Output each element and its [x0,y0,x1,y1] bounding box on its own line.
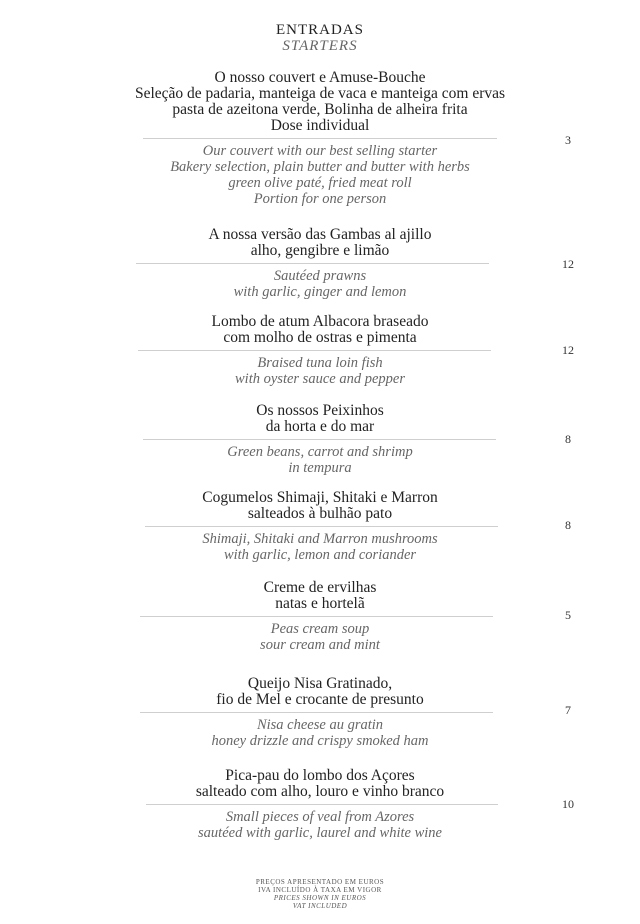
item-name: O nosso couvert e Amuse-Bouche [214,69,426,86]
item-name-en: Braised tuna loin fish [257,355,383,371]
menu-item [0,490,640,563]
item-detail-en: sour cream and mint [260,637,380,653]
item-detail: com molho de ostras e pimenta [223,329,417,346]
item-detail-en: with garlic, lemon and coriander [223,547,417,563]
item-price: 8 [565,518,571,532]
section-title: ENTRADAS [275,22,364,38]
menu-item [0,70,640,207]
item-detail: pasta de azeitona verde, Bolinha de alheira frita [172,101,468,118]
notice-line-en: PRICES SHOWN IN EUROS [273,894,367,902]
item-name-en: Nisa cheese au gratin [256,717,384,733]
item-price: 8 [565,432,571,446]
item-detail: salteados à bulhão pato [247,505,393,522]
item-detail-en: green olive paté, fried meat roll [228,175,412,191]
item-price: 7 [565,703,571,717]
divider [140,616,493,617]
item-name-en: Green beans, carrot and shrimp [227,444,413,460]
section-title-english: STARTERS [282,38,358,54]
notice-line: IVA INCLUÍDO À TAXA EM VIGOR [258,886,382,894]
item-detail-en: with oyster sauce and pepper [235,371,405,387]
item-name: Cogumelos Shimaji, Shitaki e Marron [202,489,438,506]
item-detail: Seleção de padaria, manteiga de vaca e manteiga com ervas [134,85,506,102]
item-detail: salteado com alho, louro e vinho branco [195,783,445,800]
item-name: Lombo de atum Albacora braseado [211,313,429,330]
item-name: A nossa versão das Gambas al ajillo [208,226,432,243]
item-detail-en: honey drizzle and crispy smoked ham [211,733,429,749]
notice-line-en: VAT INCLUDED [292,902,348,910]
item-description-en [0,143,640,207]
item-name: Creme de ervilhas [263,579,377,596]
item-detail: fio de Mel e crocante de presunto [216,691,424,708]
notice-line: PREÇOS APRESENTADO EM EUROS [255,878,385,886]
menu-item [0,580,640,653]
item-name: Os nossos Peixinhos [256,402,384,419]
item-price: 5 [565,608,571,622]
item-price: 12 [562,257,574,271]
divider [143,439,496,440]
item-detail-en: Portion for one person [253,191,387,207]
item-name-en: Sautéed prawns [273,268,367,284]
price-notice [0,878,640,910]
item-detail: natas e hortelã [275,595,365,612]
item-detail: da horta e do mar [265,418,375,435]
divider [145,526,498,527]
item-detail: Dose individual [270,117,370,134]
item-price: 3 [565,133,571,147]
divider [140,712,493,713]
item-price: 12 [562,343,574,357]
item-name-en: Our couvert with our best selling starter [202,143,438,159]
divider [138,350,491,351]
menu-item [0,768,640,841]
item-name: Queijo Nisa Gratinado, [247,675,393,692]
item-name: Pica-pau do lombo dos Açores [225,767,415,784]
item-description-pt [0,70,640,134]
item-detail-en: sautéed with garlic, laurel and white wine [198,825,442,841]
item-name-en: Small pieces of veal from Azores [225,809,415,825]
menu-item [0,403,640,476]
menu-item [0,676,640,749]
item-detail-en: in tempura [288,460,352,476]
divider [136,263,489,264]
menu-item [0,227,640,300]
item-price: 10 [562,797,574,811]
divider [143,138,497,139]
item-detail-en: Bakery selection, plain butter and butter with herbs [170,159,470,175]
item-name-en: Peas cream soup [270,621,370,637]
item-detail: alho, gengibre e limão [250,242,390,259]
divider [146,804,498,805]
menu-item [0,314,640,387]
item-detail-en: with garlic, ginger and lemon [233,284,407,300]
item-name-en: Shimaji, Shitaki and Marron mushrooms [202,531,438,547]
